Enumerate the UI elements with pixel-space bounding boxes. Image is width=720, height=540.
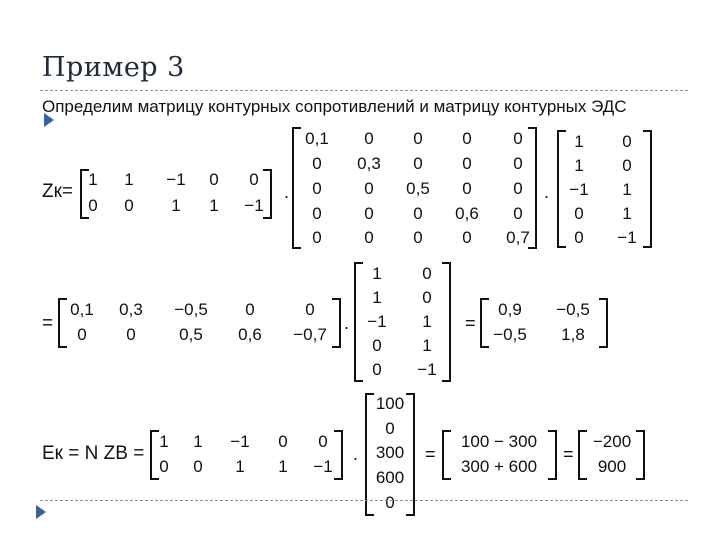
matrix-cell: 0 (513, 204, 523, 223)
matrix-nt-1 (557, 130, 652, 248)
matrix-cell: 0 (77, 325, 87, 344)
matrix-cell: 0 (622, 132, 632, 151)
matrix-cell: 0 (574, 204, 584, 223)
matrix-cell: 1 (235, 457, 245, 476)
matrix-cell: 1 (372, 288, 382, 307)
matrix-cell: 0,9 (498, 300, 522, 319)
matrix-cell: 600 (375, 468, 405, 487)
equals-sign-2: = (425, 444, 436, 464)
matrix-cell: 100 (375, 394, 405, 413)
matrix-cell: 300 (375, 443, 405, 462)
matrix-nt-2 (354, 262, 451, 382)
matrix-cell: 0 (413, 154, 423, 173)
equals-sign-1: = (465, 313, 476, 333)
matrix-cell: 0 (88, 196, 98, 215)
matrix-cell: 0 (312, 228, 322, 247)
matrix-n (80, 169, 272, 219)
left-bracket (292, 127, 301, 249)
right-bracket (636, 430, 645, 480)
matrix-cell: −1 (313, 457, 333, 476)
matrix-cell: 0,3 (119, 300, 143, 319)
multiply-dot-2: . (544, 182, 550, 202)
matrix-nzb (58, 298, 341, 348)
matrix-cell: 0,6 (238, 325, 262, 344)
matrix-cell: 0 (462, 129, 472, 148)
multiply-dot-1: . (284, 182, 290, 202)
matrix-ek-sum (442, 430, 557, 480)
matrix-cell: −1 (166, 170, 186, 189)
multiply-dot-4: . (353, 444, 359, 464)
matrix-cell: −0,5 (493, 325, 527, 344)
matrix-cell: 1 (622, 180, 632, 199)
right-bracket (599, 298, 608, 348)
matrix-cell: 0 (422, 288, 432, 307)
matrix-cell: 0 (124, 196, 134, 215)
matrix-cell: 1 (193, 432, 203, 451)
footer-divider (40, 500, 688, 501)
matrix-cell: 0 (312, 204, 322, 223)
right-bracket (643, 130, 652, 248)
matrix-cell: 0 (364, 204, 374, 223)
matrix-cell: −1 (617, 228, 637, 247)
matrix-cell: 1 (422, 312, 432, 331)
intro-text: Определим матрицу контурных сопротивлений и матрицу контурных ЭДС (42, 97, 627, 116)
matrix-cell: 0 (245, 300, 255, 319)
matrix-zb (292, 127, 537, 249)
matrix-cell: 1 (372, 264, 382, 283)
matrix-cell: 0 (513, 129, 523, 148)
right-bracket (263, 169, 272, 219)
matrix-cell: 300 + 600 (460, 457, 538, 476)
matrix-cell: 0,5 (179, 325, 203, 344)
matrix-cell: 1 (124, 170, 134, 189)
matrix-n-2 (150, 430, 343, 480)
matrix-cell: 0 (305, 300, 315, 319)
left-bracket (354, 262, 363, 382)
matrix-cell: −1 (244, 196, 264, 215)
matrix-cell: 0 (372, 336, 382, 355)
matrix-cell: 0 (249, 170, 259, 189)
matrix-cell: 1 (209, 196, 219, 215)
matrix-cell: 0 (126, 325, 136, 344)
matrix-cell: 1,8 (561, 325, 585, 344)
right-bracket (334, 430, 343, 480)
matrix-cell: −1 (417, 360, 437, 379)
matrix-cell: −1 (569, 180, 589, 199)
matrix-cell: 100 − 300 (460, 432, 538, 451)
matrix-cell: 0 (622, 156, 632, 175)
matrix-cell: 0 (372, 360, 382, 379)
matrix-cell: 0 (574, 228, 584, 247)
matrix-cell: 0 (385, 419, 395, 438)
matrix-cell: 0 (413, 204, 423, 223)
ek-label: Eк = N ZB = (42, 443, 145, 464)
matrix-cell: 0 (318, 432, 328, 451)
equals-sign-3: = (563, 444, 574, 464)
left-bracket (58, 298, 67, 348)
zk-label: Zк= (42, 181, 74, 202)
slide-title: Пример 3 (42, 52, 185, 83)
matrix-cell: 0 (413, 228, 423, 247)
matrix-cell: 1 (171, 196, 181, 215)
matrix-cell: −0,5 (556, 300, 590, 319)
matrix-cell: 0 (513, 154, 523, 173)
matrix-cell: 0 (385, 493, 395, 512)
matrix-cell: 0 (364, 129, 374, 148)
right-bracket (406, 393, 415, 516)
footer-bullet-icon (36, 505, 46, 519)
right-bracket (548, 430, 557, 480)
matrix-cell: 0 (193, 457, 203, 476)
matrix-cell: 0 (278, 432, 288, 451)
left-bracket (365, 393, 374, 516)
matrix-cell: 0 (312, 179, 322, 198)
matrix-cell: 0 (462, 154, 472, 173)
matrix-cell: 0 (364, 228, 374, 247)
matrix-cell: 0 (462, 228, 472, 247)
matrix-cell: 1 (159, 432, 169, 451)
matrix-cell: 0 (364, 179, 374, 198)
matrix-eb (365, 393, 415, 516)
matrix-cell: 1 (622, 204, 632, 223)
matrix-cell: −200 (592, 432, 632, 451)
matrix-cell: 1 (574, 156, 584, 175)
matrix-cell: 0,3 (357, 154, 381, 173)
right-bracket (332, 298, 341, 348)
matrix-cell: 1 (278, 457, 288, 476)
matrix-cell: 1 (574, 132, 584, 151)
right-bracket (442, 262, 451, 382)
matrix-cell: 0 (312, 154, 322, 173)
matrix-cell: 1 (422, 336, 432, 355)
left-bracket (557, 130, 566, 248)
equals-label: = (42, 313, 54, 334)
matrix-cell: 0 (462, 179, 472, 198)
matrix-cell: 0 (422, 264, 432, 283)
matrix-ek-result (578, 430, 645, 480)
matrix-cell: 0,1 (305, 129, 329, 148)
title-divider (40, 90, 688, 91)
matrix-cell: 0,5 (406, 179, 430, 198)
matrix-cell: 0,6 (455, 204, 479, 223)
matrix-cell: 1 (88, 170, 98, 189)
matrix-cell: −0,7 (293, 325, 327, 344)
left-bracket (442, 430, 451, 480)
matrix-cell: 0,7 (506, 228, 530, 247)
matrix-cell: 0 (209, 170, 219, 189)
matrix-cell: −1 (230, 432, 250, 451)
matrix-cell: 0 (513, 179, 523, 198)
multiply-dot-3: . (344, 313, 350, 333)
left-bracket (578, 430, 587, 480)
matrix-cell: 0 (413, 129, 423, 148)
matrix-cell: −0,5 (174, 300, 208, 319)
matrix-cell: 0,1 (70, 300, 94, 319)
left-bracket (150, 430, 159, 480)
matrix-cell: 900 (597, 457, 627, 476)
left-bracket (480, 298, 489, 348)
matrix-cell: 0 (159, 457, 169, 476)
matrix-zk-result (480, 298, 608, 348)
matrix-cell: −1 (367, 312, 387, 331)
